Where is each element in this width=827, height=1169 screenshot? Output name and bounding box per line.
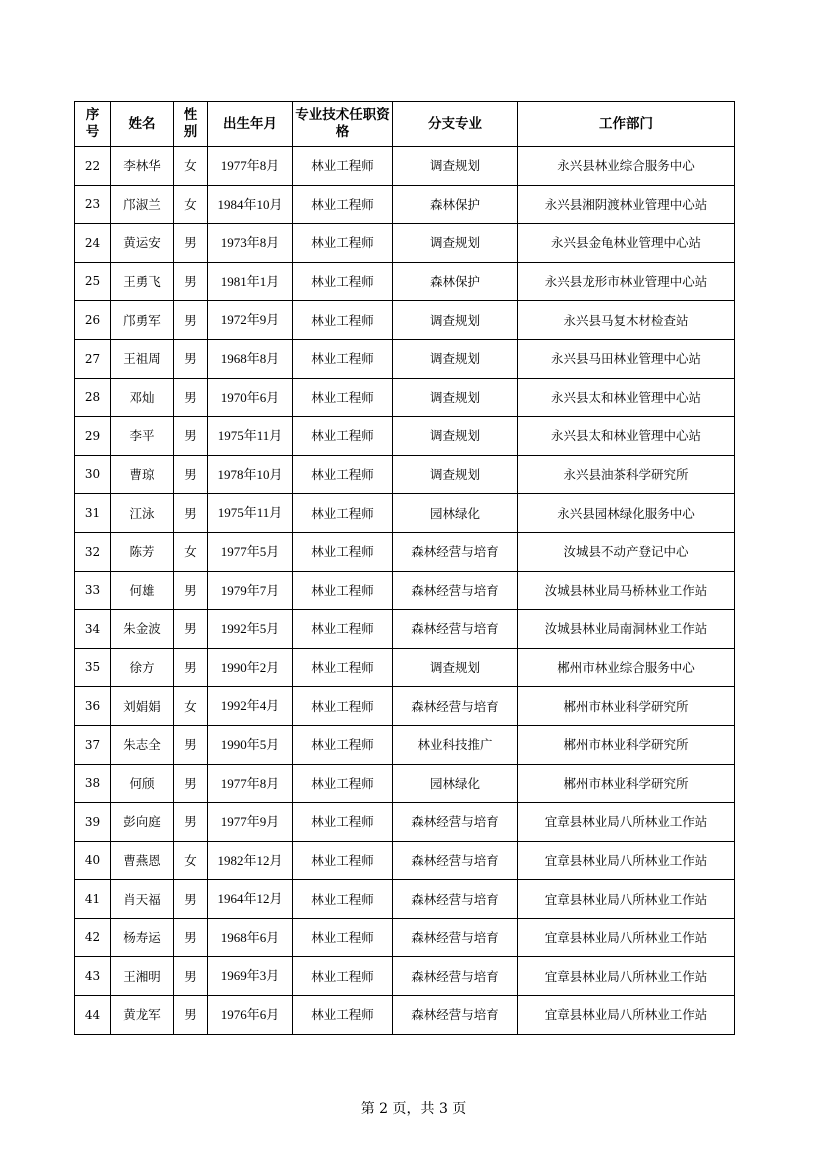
cell-gender: 男 [174, 764, 208, 803]
cell-name: 李林华 [111, 147, 174, 186]
cell-branch: 森林经营与培育 [393, 880, 518, 919]
table-row [75, 803, 735, 842]
cell-seq: 36 [75, 687, 111, 726]
cell-birth: 1975年11月 [208, 494, 293, 533]
cell-department: 永兴县金龟林业管理中心站 [518, 224, 735, 263]
cell-birth: 1968年6月 [208, 918, 293, 957]
table-header-row [75, 102, 735, 147]
cell-qualification: 林业工程师 [293, 610, 393, 649]
cell-seq: 32 [75, 532, 111, 571]
cell-branch: 调查规划 [393, 417, 518, 456]
cell-branch: 森林经营与培育 [393, 918, 518, 957]
cell-name: 黄龙军 [111, 996, 174, 1035]
cell-department: 宜章县林业局八所林业工作站 [518, 957, 735, 996]
cell-name: 陈芳 [111, 532, 174, 571]
cell-branch: 调查规划 [393, 455, 518, 494]
cell-seq: 41 [75, 880, 111, 919]
cell-name: 彭向庭 [111, 803, 174, 842]
cell-branch: 调查规划 [393, 301, 518, 340]
cell-department: 永兴县湘阴渡林业管理中心站 [518, 185, 735, 224]
cell-name: 曹琼 [111, 455, 174, 494]
cell-birth: 1979年7月 [208, 571, 293, 610]
cell-qualification: 林业工程师 [293, 571, 393, 610]
table-row [75, 610, 735, 649]
table-row [75, 532, 735, 571]
cell-qualification: 林业工程师 [293, 455, 393, 494]
table-row [75, 378, 735, 417]
cell-seq: 26 [75, 301, 111, 340]
cell-qualification: 林业工程师 [293, 417, 393, 456]
cell-qualification: 林业工程师 [293, 494, 393, 533]
cell-department: 汝城县不动产登记中心 [518, 532, 735, 571]
header-birth: 出生年月 [208, 102, 293, 147]
table-row [75, 880, 735, 919]
cell-birth: 1973年8月 [208, 224, 293, 263]
cell-gender: 男 [174, 725, 208, 764]
cell-seq: 34 [75, 610, 111, 649]
table-row [75, 918, 735, 957]
table-row [75, 957, 735, 996]
cell-department: 永兴县龙形市林业管理中心站 [518, 262, 735, 301]
cell-seq: 37 [75, 725, 111, 764]
cell-birth: 1976年6月 [208, 996, 293, 1035]
cell-qualification: 林业工程师 [293, 957, 393, 996]
cell-seq: 29 [75, 417, 111, 456]
cell-branch: 调查规划 [393, 648, 518, 687]
cell-gender: 男 [174, 455, 208, 494]
table-row [75, 996, 735, 1035]
cell-birth: 1964年12月 [208, 880, 293, 919]
cell-birth: 1981年1月 [208, 262, 293, 301]
cell-gender: 女 [174, 532, 208, 571]
cell-name: 王勇飞 [111, 262, 174, 301]
cell-department: 宜章县林业局八所林业工作站 [518, 803, 735, 842]
cell-branch: 森林保护 [393, 262, 518, 301]
cell-seq: 42 [75, 918, 111, 957]
cell-seq: 28 [75, 378, 111, 417]
cell-name: 徐方 [111, 648, 174, 687]
cell-birth: 1990年2月 [208, 648, 293, 687]
cell-gender: 男 [174, 880, 208, 919]
cell-gender: 男 [174, 957, 208, 996]
table-body [75, 147, 735, 1035]
cell-qualification: 林业工程师 [293, 880, 393, 919]
table-row [75, 494, 735, 533]
cell-name: 朱志全 [111, 725, 174, 764]
cell-department: 永兴县林业综合服务中心 [518, 147, 735, 186]
header-qualification: 专业技术任职资格 [293, 102, 393, 147]
header-name: 姓名 [111, 102, 174, 147]
cell-seq: 38 [75, 764, 111, 803]
cell-department: 宜章县林业局八所林业工作站 [518, 841, 735, 880]
cell-department: 永兴县园林绿化服务中心 [518, 494, 735, 533]
cell-gender: 男 [174, 610, 208, 649]
cell-qualification: 林业工程师 [293, 841, 393, 880]
cell-qualification: 林业工程师 [293, 532, 393, 571]
page-footer: 第 2 页，共 3 页 [360, 1101, 467, 1117]
cell-branch: 森林经营与培育 [393, 996, 518, 1035]
cell-name: 肖天福 [111, 880, 174, 919]
cell-department: 永兴县太和林业管理中心站 [518, 417, 735, 456]
cell-birth: 1977年8月 [208, 147, 293, 186]
table-row [75, 725, 735, 764]
cell-department: 郴州市林业科学研究所 [518, 687, 735, 726]
cell-seq: 40 [75, 841, 111, 880]
table-row [75, 687, 735, 726]
cell-birth: 1970年6月 [208, 378, 293, 417]
cell-name: 邝勇军 [111, 301, 174, 340]
cell-branch: 林业科技推广 [393, 725, 518, 764]
cell-department: 汝城县林业局马桥林业工作站 [518, 571, 735, 610]
cell-branch: 森林经营与培育 [393, 957, 518, 996]
cell-seq: 24 [75, 224, 111, 263]
cell-seq: 22 [75, 147, 111, 186]
cell-name: 李平 [111, 417, 174, 456]
cell-branch: 森林经营与培育 [393, 841, 518, 880]
cell-qualification: 林业工程师 [293, 764, 393, 803]
cell-department: 永兴县马复木材检查站 [518, 301, 735, 340]
cell-department: 郴州市林业综合服务中心 [518, 648, 735, 687]
cell-department: 宜章县林业局八所林业工作站 [518, 918, 735, 957]
cell-birth: 1975年11月 [208, 417, 293, 456]
table-row [75, 841, 735, 880]
header-gender: 性别 [174, 102, 208, 147]
header-department: 工作部门 [518, 102, 735, 147]
cell-qualification: 林业工程师 [293, 687, 393, 726]
cell-gender: 女 [174, 687, 208, 726]
cell-gender: 男 [174, 494, 208, 533]
cell-seq: 35 [75, 648, 111, 687]
personnel-table [74, 101, 735, 1035]
header-seq: 序号 [75, 102, 111, 147]
table-row [75, 648, 735, 687]
cell-birth: 1982年12月 [208, 841, 293, 880]
cell-name: 朱金波 [111, 610, 174, 649]
table-row [75, 764, 735, 803]
cell-branch: 调查规划 [393, 147, 518, 186]
cell-birth: 1990年5月 [208, 725, 293, 764]
cell-name: 王祖周 [111, 339, 174, 378]
cell-branch: 调查规划 [393, 339, 518, 378]
cell-birth: 1968年8月 [208, 339, 293, 378]
cell-birth: 1972年9月 [208, 301, 293, 340]
cell-seq: 25 [75, 262, 111, 301]
table-row [75, 147, 735, 186]
cell-branch: 森林经营与培育 [393, 610, 518, 649]
cell-department: 宜章县林业局八所林业工作站 [518, 996, 735, 1035]
cell-qualification: 林业工程师 [293, 918, 393, 957]
cell-name: 杨寿运 [111, 918, 174, 957]
cell-name: 江泳 [111, 494, 174, 533]
cell-qualification: 林业工程师 [293, 648, 393, 687]
cell-qualification: 林业工程师 [293, 803, 393, 842]
cell-gender: 女 [174, 841, 208, 880]
table-row [75, 571, 735, 610]
cell-name: 黄运安 [111, 224, 174, 263]
table-row [75, 262, 735, 301]
cell-seq: 43 [75, 957, 111, 996]
cell-qualification: 林业工程师 [293, 301, 393, 340]
table-row [75, 301, 735, 340]
cell-name: 王湘明 [111, 957, 174, 996]
cell-seq: 39 [75, 803, 111, 842]
cell-birth: 1977年8月 [208, 764, 293, 803]
cell-gender: 男 [174, 301, 208, 340]
table-row [75, 185, 735, 224]
cell-name: 刘娟娟 [111, 687, 174, 726]
cell-birth: 1992年4月 [208, 687, 293, 726]
cell-qualification: 林业工程师 [293, 147, 393, 186]
cell-seq: 23 [75, 185, 111, 224]
cell-department: 宜章县林业局八所林业工作站 [518, 880, 735, 919]
cell-gender: 男 [174, 378, 208, 417]
cell-qualification: 林业工程师 [293, 378, 393, 417]
cell-gender: 男 [174, 417, 208, 456]
cell-gender: 男 [174, 224, 208, 263]
cell-department: 汝城县林业局南洞林业工作站 [518, 610, 735, 649]
cell-name: 何雄 [111, 571, 174, 610]
cell-branch: 园林绿化 [393, 764, 518, 803]
cell-branch: 森林经营与培育 [393, 803, 518, 842]
cell-gender: 女 [174, 147, 208, 186]
cell-seq: 27 [75, 339, 111, 378]
cell-department: 永兴县太和林业管理中心站 [518, 378, 735, 417]
cell-department: 永兴县马田林业管理中心站 [518, 339, 735, 378]
cell-gender: 女 [174, 185, 208, 224]
cell-qualification: 林业工程师 [293, 185, 393, 224]
cell-branch: 森林经营与培育 [393, 532, 518, 571]
cell-name: 邓灿 [111, 378, 174, 417]
cell-gender: 男 [174, 918, 208, 957]
cell-gender: 男 [174, 996, 208, 1035]
table-row [75, 417, 735, 456]
cell-branch: 调查规划 [393, 378, 518, 417]
cell-name: 何颀 [111, 764, 174, 803]
cell-gender: 男 [174, 339, 208, 378]
cell-qualification: 林业工程师 [293, 996, 393, 1035]
table-row [75, 224, 735, 263]
cell-branch: 调查规划 [393, 224, 518, 263]
cell-qualification: 林业工程师 [293, 725, 393, 764]
cell-seq: 31 [75, 494, 111, 533]
cell-birth: 1978年10月 [208, 455, 293, 494]
header-branch: 分支专业 [393, 102, 518, 147]
cell-branch: 森林保护 [393, 185, 518, 224]
cell-birth: 1977年9月 [208, 803, 293, 842]
cell-gender: 男 [174, 803, 208, 842]
cell-department: 郴州市林业科学研究所 [518, 725, 735, 764]
cell-qualification: 林业工程师 [293, 339, 393, 378]
table-row [75, 339, 735, 378]
cell-gender: 男 [174, 648, 208, 687]
cell-birth: 1984年10月 [208, 185, 293, 224]
cell-name: 曹燕恩 [111, 841, 174, 880]
cell-department: 郴州市林业科学研究所 [518, 764, 735, 803]
cell-department: 永兴县油茶科学研究所 [518, 455, 735, 494]
cell-branch: 园林绿化 [393, 494, 518, 533]
cell-seq: 44 [75, 996, 111, 1035]
cell-qualification: 林业工程师 [293, 224, 393, 263]
cell-branch: 森林经营与培育 [393, 571, 518, 610]
cell-gender: 男 [174, 262, 208, 301]
cell-birth: 1992年5月 [208, 610, 293, 649]
cell-birth: 1969年3月 [208, 957, 293, 996]
cell-birth: 1977年5月 [208, 532, 293, 571]
cell-seq: 30 [75, 455, 111, 494]
cell-branch: 森林经营与培育 [393, 687, 518, 726]
cell-name: 邝淑兰 [111, 185, 174, 224]
table-row [75, 455, 735, 494]
cell-qualification: 林业工程师 [293, 262, 393, 301]
cell-gender: 男 [174, 571, 208, 610]
cell-seq: 33 [75, 571, 111, 610]
